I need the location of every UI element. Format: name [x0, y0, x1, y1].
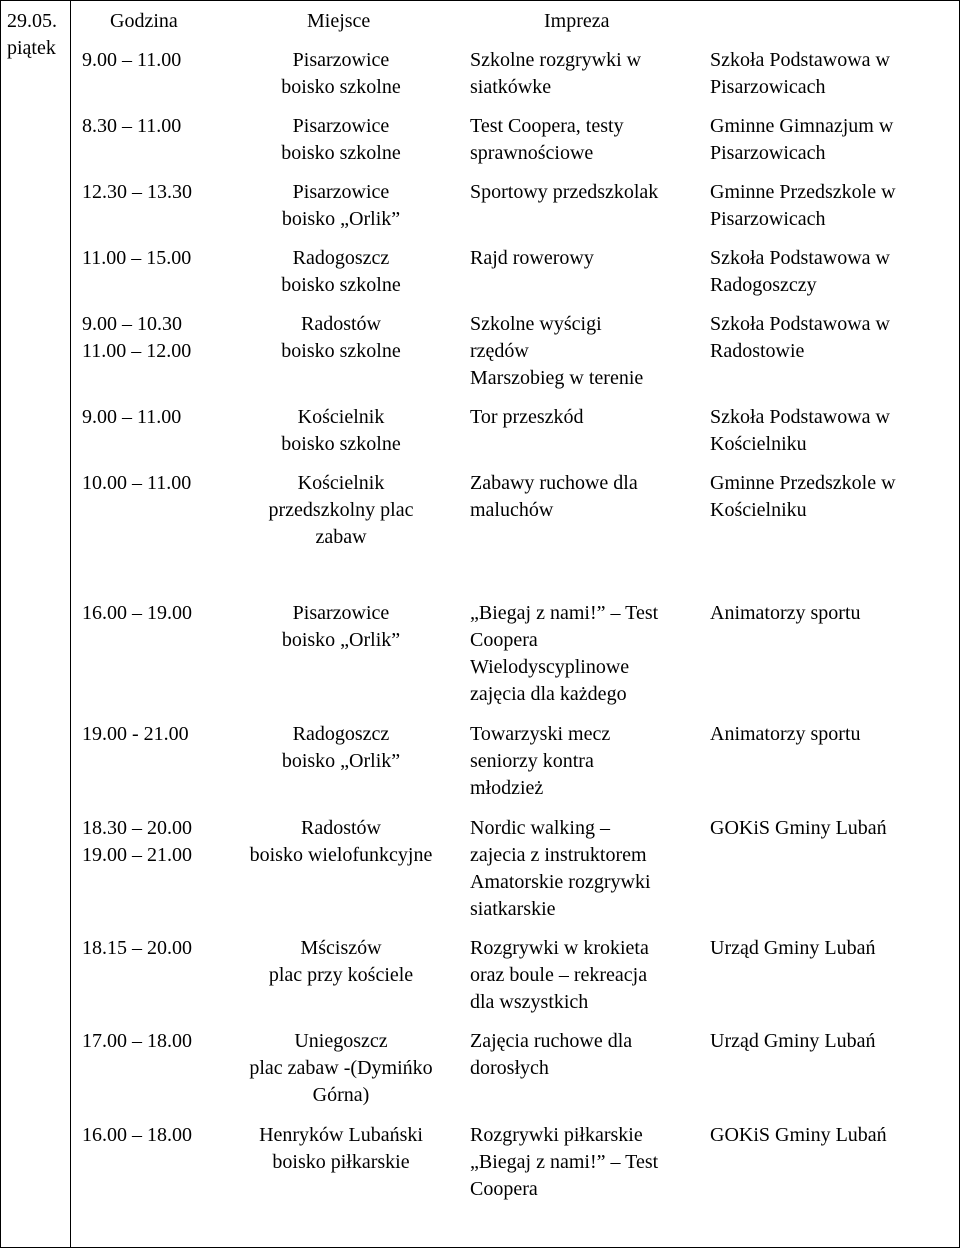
place-cell-line: boisko szkolne — [281, 340, 401, 362]
date-day: 29.05. — [7, 10, 57, 32]
event-cell-line: zajecia z instruktorem — [470, 844, 647, 866]
place-cell-line: plac przy kościele — [268, 964, 414, 986]
event-cell — [470, 404, 584, 431]
organizer-cell-line: Urząd Gminy Lubań — [710, 937, 876, 959]
organizer-cell-line: Szkoła Podstawowa w — [710, 247, 890, 269]
organizer-cell-line: Radostowie — [710, 340, 805, 362]
place-cell-line: zabaw — [315, 526, 367, 548]
event-cell-line: Wielodyscyplinowe — [470, 656, 630, 678]
event-cell-line: Coopera — [470, 629, 538, 651]
organizer-cell — [710, 311, 890, 365]
time-cell-line: 11.00 – 15.00 — [82, 247, 192, 269]
place-cell — [231, 600, 451, 654]
event-cell — [470, 935, 649, 1016]
event-cell-line: Towarzyski mecz — [470, 723, 611, 745]
place-cell-line: Kościelnik — [297, 472, 385, 494]
place-cell — [231, 1122, 451, 1176]
event-cell — [470, 1028, 632, 1082]
place-cell-line: boisko „Orlik” — [281, 629, 401, 651]
time-cell — [82, 1122, 192, 1149]
time-cell-line: 18.15 – 20.00 — [82, 937, 192, 959]
place-cell-line: Henryków Lubański — [259, 1124, 423, 1146]
place-cell-line: boisko „Orlik” — [281, 208, 401, 230]
place-cell-line: plac zabaw -(Dymińko — [249, 1057, 433, 1079]
place-cell — [231, 47, 451, 101]
place-cell-line: Pisarzowice — [292, 181, 390, 203]
event-cell-line: Nordic walking – — [470, 817, 610, 839]
place-cell-line: boisko szkolne — [281, 274, 401, 296]
organizer-cell-line: Gminne Gimnazjum w — [710, 115, 894, 137]
event-cell-line: zajęcia dla każdego — [470, 683, 627, 705]
place-cell-line: Radogoszcz — [292, 247, 390, 269]
event-cell-line: Rozgrywki w krokieta — [470, 937, 649, 959]
time-cell — [82, 47, 181, 74]
place-cell — [231, 721, 451, 775]
time-cell — [82, 721, 189, 748]
time-cell-line: 9.00 – 11.00 — [82, 49, 182, 71]
place-cell — [231, 404, 451, 458]
place-cell — [231, 179, 451, 233]
event-cell-line: Zajęcia ruchowe dla — [470, 1030, 633, 1052]
place-cell — [231, 935, 451, 989]
organizer-cell — [710, 815, 887, 842]
organizer-cell — [710, 113, 893, 167]
organizer-cell-line: Pisarzowicach — [710, 208, 826, 230]
organizer-cell — [710, 245, 890, 299]
place-cell-line: boisko „Orlik” — [281, 750, 401, 772]
event-cell-line: maluchów — [470, 499, 554, 521]
organizer-cell — [710, 179, 896, 233]
organizer-cell-line: Gminne Przedszkole w — [710, 181, 896, 203]
time-cell-line: 11.00 – 12.00 — [82, 340, 192, 362]
header-time: Godzina — [110, 10, 178, 32]
organizer-cell-line: GOKiS Gminy Lubań — [710, 817, 887, 839]
date-weekday: piątek — [7, 37, 56, 59]
place-cell-line: Pisarzowice — [292, 115, 390, 137]
organizer-cell-line: Urząd Gminy Lubań — [710, 1030, 876, 1052]
place-cell-line: Radostów — [301, 817, 381, 839]
event-cell-line: seniorzy kontra — [470, 750, 594, 772]
time-cell-line: 16.00 – 19.00 — [82, 602, 192, 624]
place-cell-line: Radogoszcz — [292, 723, 390, 745]
event-cell-line: sprawnościowe — [470, 142, 594, 164]
organizer-cell-line: Animatorzy sportu — [710, 723, 861, 745]
event-cell — [470, 815, 651, 923]
event-cell-line: siatkarskie — [470, 898, 556, 920]
place-cell-line: Radostów — [301, 313, 381, 335]
place-cell-line: boisko szkolne — [281, 142, 401, 164]
time-cell-line: 10.00 – 11.00 — [82, 472, 192, 494]
place-cell — [231, 245, 451, 299]
organizer-cell — [710, 935, 876, 962]
event-cell-line: Amatorskie rozgrywki — [470, 871, 651, 893]
event-cell-line: dorosłych — [470, 1057, 549, 1079]
time-cell — [82, 815, 192, 869]
organizer-cell-line: Pisarzowicach — [710, 76, 826, 98]
event-cell-line: siatkówke — [470, 76, 552, 98]
place-cell — [231, 470, 451, 551]
time-cell — [82, 113, 181, 140]
time-cell-line: 18.30 – 20.00 — [82, 817, 192, 839]
time-cell — [82, 935, 192, 962]
organizer-cell-line: Gminne Przedszkole w — [710, 472, 896, 494]
time-cell — [82, 179, 192, 206]
event-cell-line: Marszobieg w terenie — [470, 367, 644, 389]
organizer-cell — [710, 404, 890, 458]
organizer-cell-line: Szkoła Podstawowa w — [710, 313, 890, 335]
time-cell-line: 12.30 – 13.30 — [82, 181, 192, 203]
event-cell — [470, 600, 658, 708]
event-cell-line: Coopera — [470, 1178, 538, 1200]
time-cell-line: 8.30 – 11.00 — [82, 115, 182, 137]
organizer-cell-line: GOKiS Gminy Lubań — [710, 1124, 887, 1146]
event-cell — [470, 470, 638, 524]
event-cell-line: Szkolne rozgrywki w — [470, 49, 642, 71]
organizer-cell — [710, 721, 861, 748]
time-cell — [82, 600, 192, 627]
time-cell-line: 19.00 - 21.00 — [82, 723, 189, 745]
organizer-cell-line: Animatorzy sportu — [710, 602, 861, 624]
organizer-cell — [710, 1122, 887, 1149]
place-cell-line: Mściszów — [300, 937, 382, 959]
event-cell-line: dla wszystkich — [470, 991, 589, 1013]
date-cell — [7, 8, 57, 62]
event-cell-line: oraz boule – rekreacja — [470, 964, 648, 986]
organizer-cell — [710, 470, 896, 524]
event-cell-line: rzędów — [470, 340, 529, 362]
place-cell-line: Uniegoszcz — [294, 1030, 388, 1052]
place-cell — [231, 1028, 451, 1109]
event-cell — [470, 245, 594, 272]
event-cell — [470, 721, 610, 802]
place-cell-line: boisko szkolne — [281, 433, 401, 455]
date-column-divider — [70, 0, 71, 1248]
time-cell — [82, 404, 181, 431]
event-cell-line: Rajd rowerowy — [470, 247, 594, 269]
event-cell — [470, 47, 641, 101]
time-cell — [82, 311, 191, 365]
organizer-cell-line: Radogoszczy — [710, 274, 817, 296]
place-cell — [231, 113, 451, 167]
event-cell-line: Szkolne wyścigi — [470, 313, 602, 335]
time-cell-line: 9.00 – 11.00 — [82, 406, 182, 428]
place-cell-line: przedszkolny plac — [268, 499, 414, 521]
event-cell-line: Rozgrywki piłkarskie — [470, 1124, 643, 1146]
event-cell-line: młodzież — [470, 777, 544, 799]
time-cell — [82, 470, 191, 497]
organizer-cell — [710, 600, 861, 627]
organizer-cell-line: Kościelniku — [710, 499, 807, 521]
header-event: Impreza — [544, 10, 610, 32]
header-place: Miejsce — [307, 10, 371, 32]
time-cell-line: 9.00 – 10.30 — [82, 313, 182, 335]
time-cell-line: 17.00 – 18.00 — [82, 1030, 192, 1052]
place-cell-line: boisko piłkarskie — [272, 1151, 410, 1173]
organizer-cell-line: Szkoła Podstawowa w — [710, 49, 890, 71]
event-cell — [470, 113, 624, 167]
place-cell-line: Górna) — [312, 1084, 370, 1106]
event-cell-line: Tor przeszkód — [470, 406, 584, 428]
place-cell — [231, 815, 451, 869]
event-cell — [470, 1122, 658, 1203]
place-cell-line: Kościelnik — [297, 406, 385, 428]
event-cell-line: Zabawy ruchowe dla — [470, 472, 638, 494]
organizer-cell-line: Pisarzowicach — [710, 142, 826, 164]
organizer-cell — [710, 47, 890, 101]
place-cell — [231, 311, 451, 365]
place-cell-line: boisko szkolne — [281, 76, 401, 98]
organizer-cell-line: Kościelniku — [710, 433, 807, 455]
time-cell — [82, 1028, 192, 1055]
place-cell-line: boisko wielofunkcyjne — [249, 844, 433, 866]
place-cell-line: Pisarzowice — [292, 49, 390, 71]
time-cell-line: 16.00 – 18.00 — [82, 1124, 192, 1146]
event-cell-line: „Biegaj z nami!” – Test — [470, 602, 659, 624]
time-cell — [82, 245, 191, 272]
event-cell-line: Sportowy przedszkolak — [470, 181, 659, 203]
event-cell — [470, 311, 643, 392]
event-cell-line: Test Coopera, testy — [470, 115, 624, 137]
place-cell-line: Pisarzowice — [292, 602, 390, 624]
event-cell-line: „Biegaj z nami!” – Test — [470, 1151, 659, 1173]
organizer-cell-line: Szkoła Podstawowa w — [710, 406, 890, 428]
time-cell-line: 19.00 – 21.00 — [82, 844, 192, 866]
organizer-cell — [710, 1028, 876, 1055]
event-cell — [470, 179, 658, 206]
